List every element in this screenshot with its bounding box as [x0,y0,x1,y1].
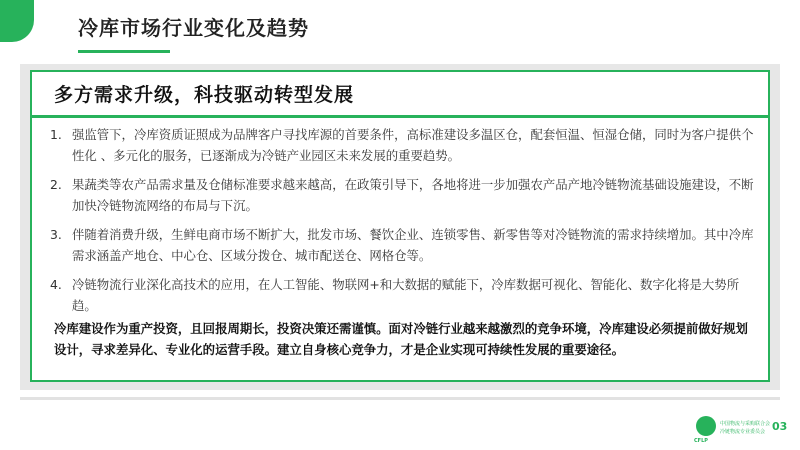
page-number: 03 [772,420,788,433]
list-item [50,174,758,216]
list-item-text: 强监管下，冷库资质证照成为品牌客户寻找库源的首要条件，高标准建设多温区仓，配套恒温、恒湿仓储，同时为客户提供个性化 、多元化的服务，已逐渐成为冷链产业园区未来发展的重要趋势。 [72,127,754,163]
logo-abbreviation: CFLP [694,438,708,444]
list-item-text: 冷链物流行业深化高技术的应用，在人工智能、物联网+和大数据的赋能下，冷库数据可视化、智能化、数字化将是大势所趋。 [72,277,740,313]
trend-list [50,124,758,324]
list-item [50,224,758,266]
list-item-number: 4. [50,277,62,292]
list-item [50,274,758,316]
list-item-text: 伴随着消费升级，生鲜电商市场不断扩大，批发市场、餐饮企业、连锁零售、新零售等对冷链物流的需求持续增加。其中冷库需求涵盖产地仓、中心仓、区域分拨仓、城市配送仓、网格仓等。 [72,227,754,263]
list-item-text: 果蔬类等农产品需求量及仓储标准要求越来越高，在政策引导下，各地将进一步加强农产品产地冷链物流基础设施建设，不断加快冷链物流网络的布局与下沉。 [72,177,754,213]
content-heading: 多方需求升级，科技驱动转型发展 [54,84,355,106]
list-item-number: 3. [50,227,62,242]
list-item [50,124,758,166]
summary-text: 冷库建设作为重产投资，且回报周期长，投资决策还需谨慎。面对冷链行业越来越激烈的竞争环境，冷库建设必须提前做好规划设计，寻求差异化、专业化的运营手段。建立自身核心竞争力，才是企业实现可持续性发展的重要途径。 [54,321,748,357]
title-underline [78,50,170,53]
content-box [30,70,770,382]
logo-emblem-icon [696,416,716,436]
list-item-number: 1. [50,127,62,142]
page-title: 冷库市场行业变化及趋势 [78,16,309,40]
logo-line-2: 冷链物流专业委员会 [720,429,766,435]
heading-divider [32,115,768,118]
corner-decoration [0,0,34,42]
logo-line-1: 中国物流与采购联合会 [720,421,771,427]
organization-logo [696,408,772,448]
list-item-number: 2. [50,177,62,192]
footer-divider [20,397,780,400]
